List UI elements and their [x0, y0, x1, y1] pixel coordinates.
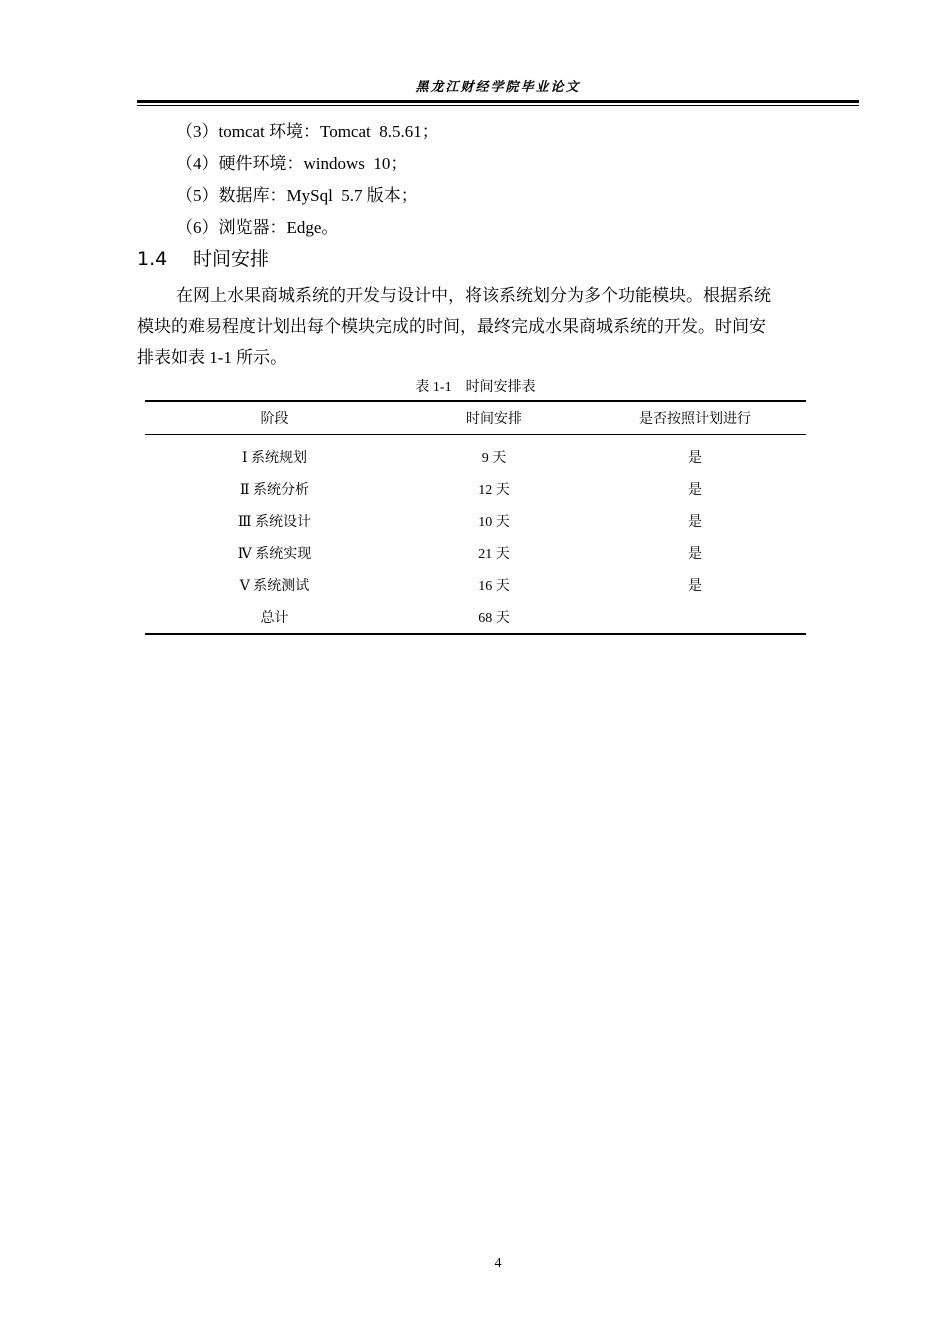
cell-time: 16 天	[478, 579, 510, 594]
schedule-table	[145, 400, 806, 635]
paragraph-line: 排表如表 1-1 所示。	[137, 348, 288, 367]
paragraph-line: 模块的难易程度计划出每个模块完成的时间，最终完成水果商城系统的开发。时间安	[137, 317, 766, 336]
env-list-item-hardware: （4）硬件环境：windows 10；	[176, 154, 408, 173]
section-number: 1.4	[137, 248, 168, 270]
table-row	[145, 505, 806, 537]
cell-stage: Ⅰ 系统规划	[241, 451, 308, 466]
cell-time: 9 天	[481, 451, 507, 466]
env-list-item-tomcat: （3）tomcat 环境：Tomcat 8.5.61；	[176, 122, 439, 141]
cell-stage: Ⅱ 系统分析	[239, 483, 309, 498]
table-row	[145, 537, 806, 569]
cell-stage: Ⅴ 系统测试	[239, 579, 310, 594]
paragraph-line: 在网上水果商城系统的开发与设计中，将该系统划分为多个功能模块。根据系统	[176, 286, 771, 305]
header-on-plan: 是否按照计划进行	[639, 412, 751, 427]
page-header-title: 黑龙江财经学院毕业论文	[415, 79, 581, 94]
header-stage: 阶段	[260, 412, 289, 427]
cell-time: 12 天	[478, 483, 510, 498]
body-paragraph	[137, 280, 859, 373]
cell-time: 10 天	[478, 515, 510, 530]
table-caption: 表 1-1 时间安排表	[415, 380, 536, 395]
cell-on-plan: 是	[688, 451, 702, 466]
cell-on-plan: 是	[688, 547, 702, 562]
cell-on-plan: 是	[688, 483, 702, 498]
cell-on-plan: 是	[688, 579, 702, 594]
header-rule-thin	[137, 105, 859, 106]
table-row	[145, 435, 806, 474]
cell-on-plan: 是	[688, 515, 702, 530]
table-row	[145, 569, 806, 601]
cell-stage: 总计	[260, 611, 289, 626]
table-row	[145, 473, 806, 505]
header-rule-thick	[137, 100, 859, 103]
table-row-total	[145, 601, 806, 634]
header-time: 时间安排	[466, 412, 522, 427]
cell-stage: Ⅳ 系统实现	[237, 547, 312, 562]
env-list-item-browser: （6）浏览器：Edge。	[176, 218, 339, 237]
section-title: 时间安排	[193, 248, 270, 270]
page-number: 4	[494, 1256, 502, 1271]
cell-time: 21 天	[478, 547, 510, 562]
cell-stage: Ⅲ 系统设计	[237, 515, 311, 530]
cell-on-plan	[584, 601, 806, 634]
env-list-item-database: （5）数据库：MySql 5.7 版本；	[176, 186, 418, 205]
cell-time: 68 天	[478, 611, 510, 626]
section-heading	[137, 246, 269, 272]
table-header-row	[145, 401, 806, 435]
